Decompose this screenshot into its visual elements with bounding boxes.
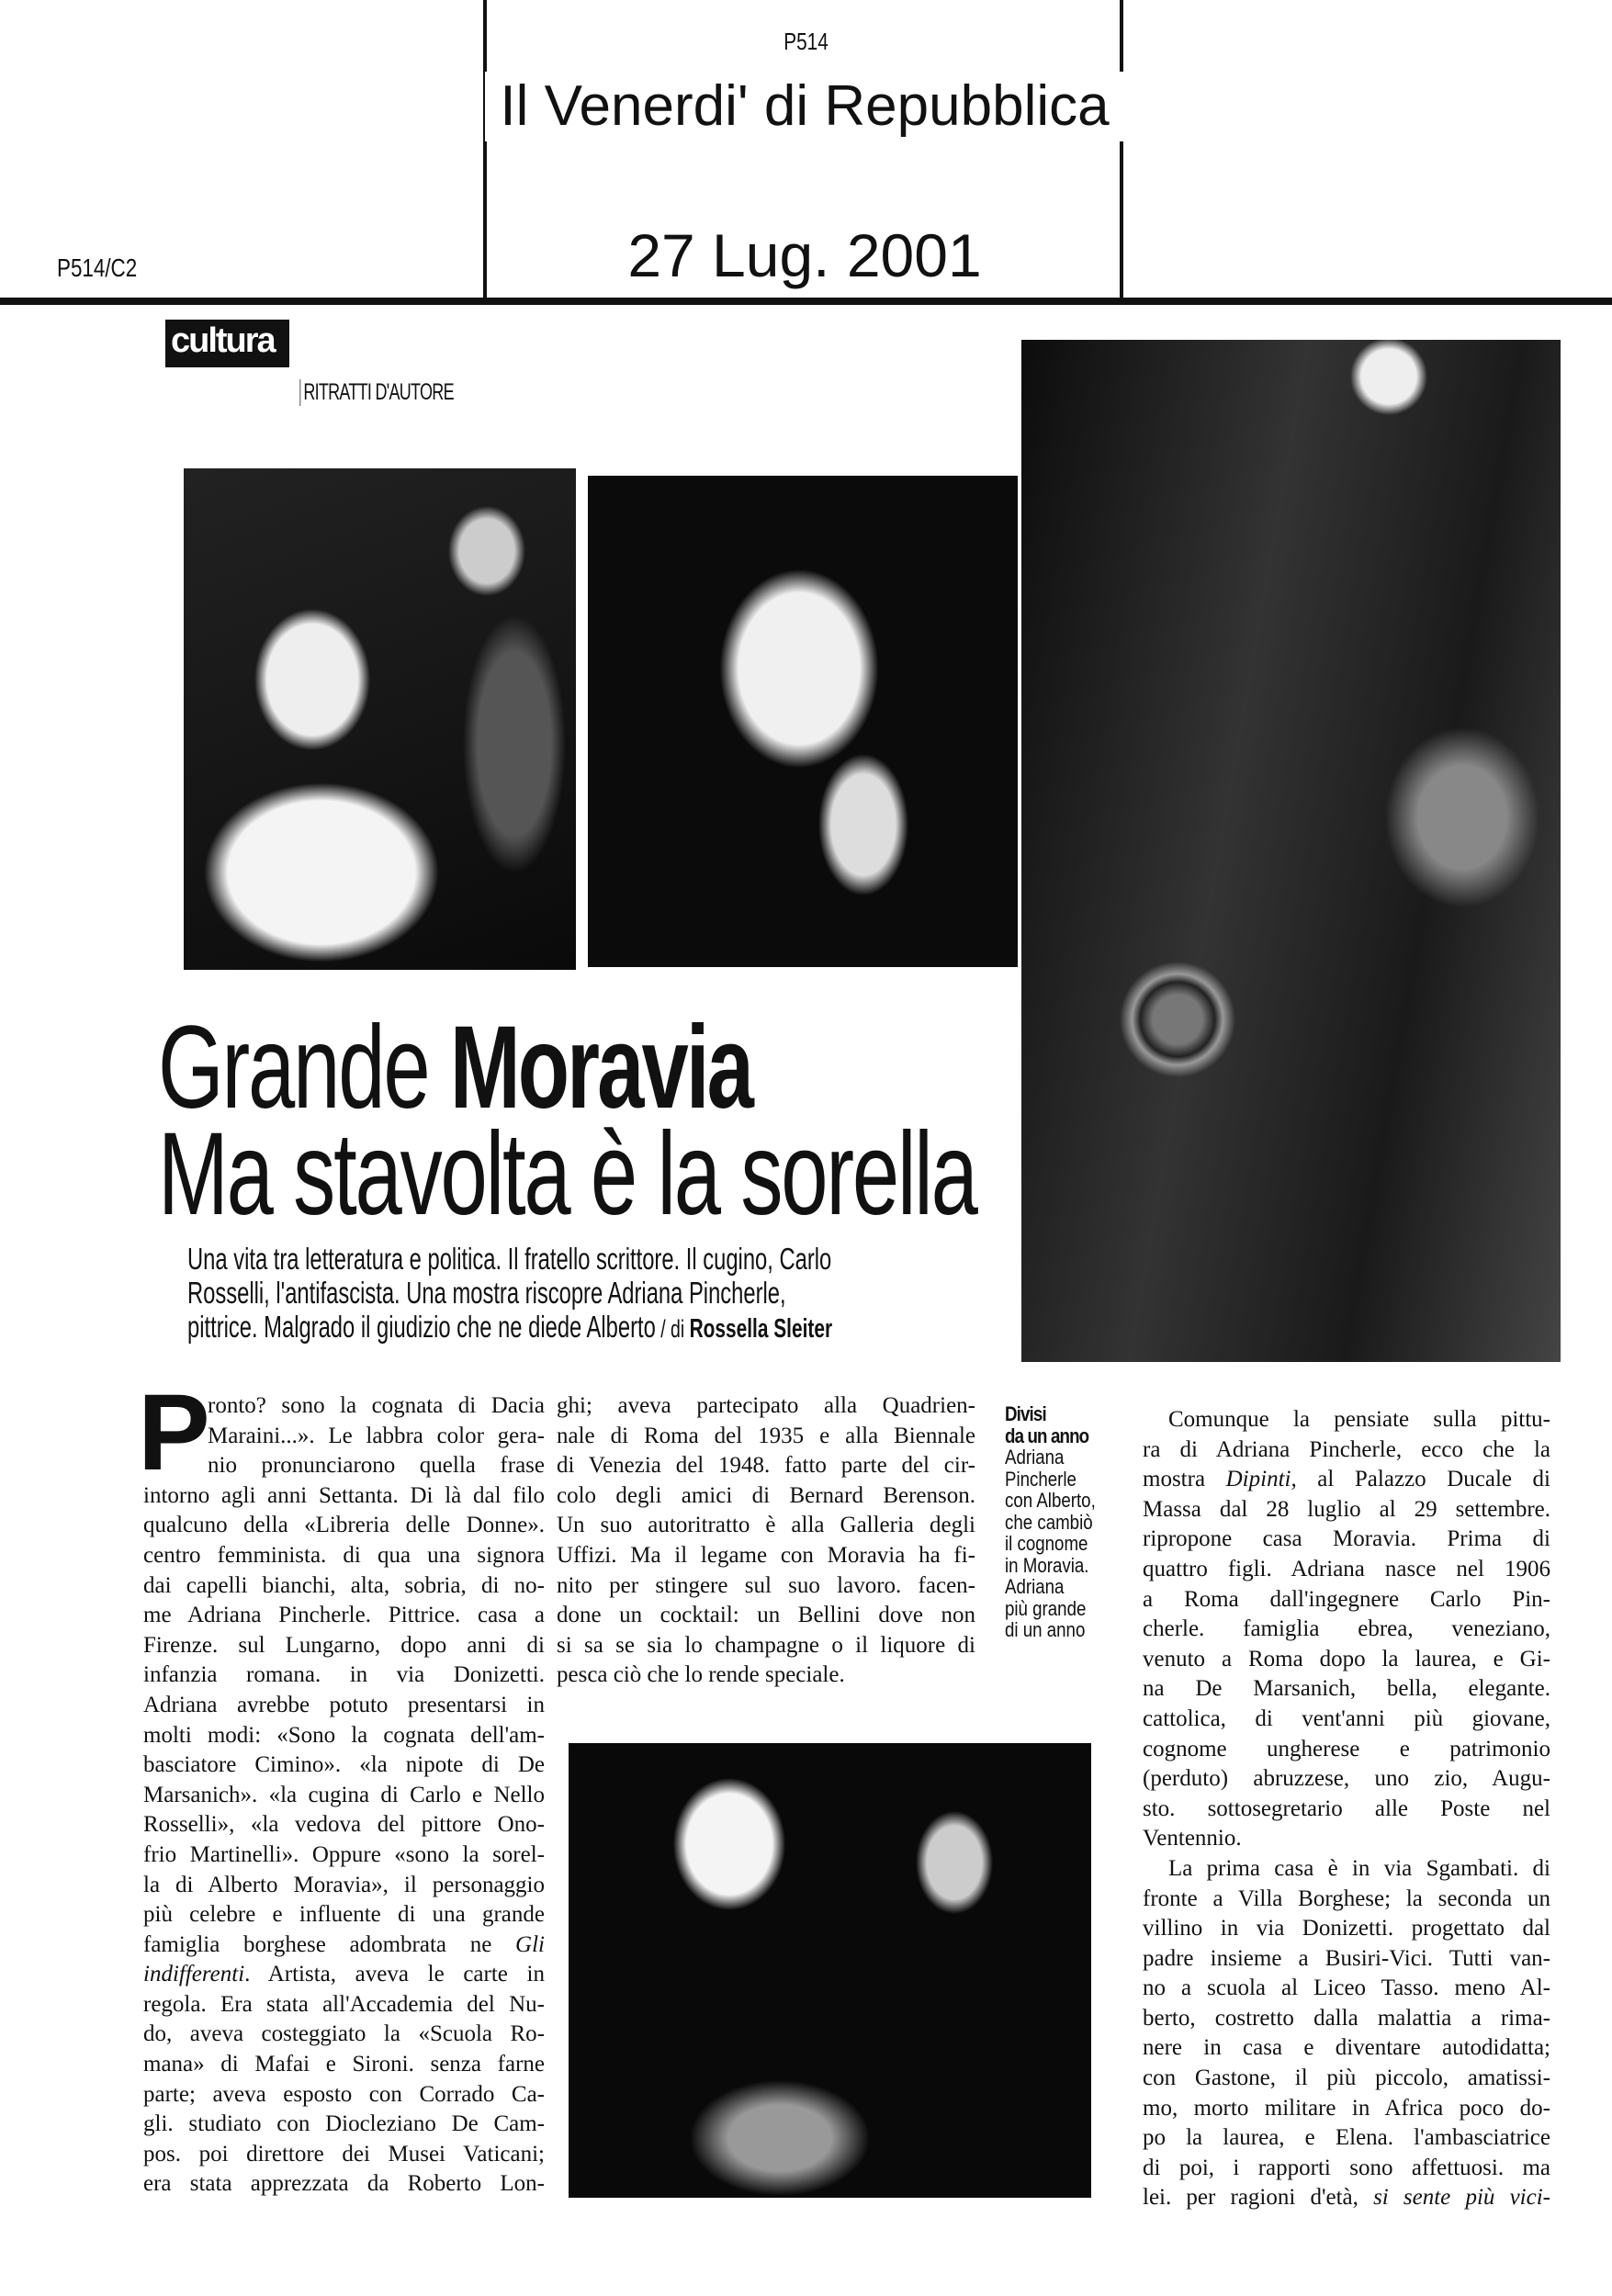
text-line: Marsanich». «la cugina di Carlo e Nello	[143, 1782, 545, 1807]
text-line: La prima casa è in via Sgambati. di	[1168, 1855, 1550, 1881]
text-line: fronte a Villa Borghese; la seconda un	[1143, 1885, 1550, 1911]
text-line	[143, 1930, 545, 1961]
text-line: (perduto) abruzzese, uno zio, Augu-	[1143, 1766, 1550, 1792]
text-line: dai capelli bianchi, alta, sobria, di no-	[143, 1572, 545, 1598]
text-line: venuto a Roma dopo la laurea, e Gi-	[1143, 1646, 1550, 1671]
text-line: na De Marsanich, bella, elegante.	[1143, 1676, 1550, 1702]
photo-adriana-portrait	[184, 468, 576, 970]
headline-bold: Moravia	[449, 1002, 752, 1133]
caption-line: in Moravia.	[1005, 1553, 1089, 1577]
text-line	[143, 1960, 545, 1990]
caption-line: più grande	[1005, 1596, 1087, 1620]
text-line: Adriana avrebbe potuto presentarsi in	[143, 1692, 545, 1717]
text-line: ronto? sono la cognata di Dacia	[208, 1393, 545, 1418]
text-line: done un cocktail: un Bellini dove non	[557, 1603, 975, 1628]
photo-alberto-moravia	[588, 476, 1018, 967]
text: famiglia borghese adombrata ne	[143, 1931, 516, 1957]
publication-title: Il Venerdi' di Repubblica	[485, 72, 1124, 141]
text-line: basciatore Cimino». «la nipote di De	[143, 1752, 545, 1778]
text-line: pesca ciò che lo rende speciale.	[557, 1662, 845, 1688]
italic-text: si sente più vici-	[1373, 2185, 1550, 2211]
text-line: pos. poi direttore dei Musei Vaticani;	[143, 2141, 545, 2167]
text-line: si sa se sia lo champagne o il liquore di	[557, 1632, 975, 1658]
caption-line: con Alberto,	[1005, 1489, 1096, 1512]
headline	[158, 1002, 976, 1240]
text-line	[1143, 1465, 1550, 1495]
text-line: ra di Adriana Pincherle, ecco che la	[1143, 1436, 1550, 1462]
caption-line: Pincherle	[1005, 1467, 1077, 1491]
section-rubric: RITRATTI D'AUTORE	[299, 379, 454, 406]
text-line: nito per stingere sul suo lavoro. facen-	[557, 1572, 975, 1598]
text: . Artista, aveva le carte in	[244, 1962, 545, 1987]
caption-title: da un anno	[1005, 1424, 1089, 1447]
text-line: padre insieme a Busiri-Vici. Tutti van-	[1143, 1945, 1550, 1971]
text-line: quattro figli. Adriana nasce nel 1906	[1143, 1556, 1550, 1581]
text-line: sto. sottosegretario alle Poste nel	[1143, 1795, 1550, 1821]
caption-line: il cognome	[1005, 1532, 1088, 1555]
text-line: qualcuno della «Libreria delle Donne».	[143, 1513, 545, 1538]
photo-caption	[1005, 1403, 1107, 1641]
text-line: mana» di Mafai e Sironi. senza farne	[143, 2052, 545, 2077]
text-line: mo, morto militare in Africa poco do-	[1143, 2095, 1550, 2121]
text-line: Massa dal 28 luglio al 29 settembre.	[1143, 1496, 1550, 1522]
text-line: Ventennio.	[1143, 1826, 1242, 1851]
text-line: di Venezia del 1948. fatto parte del cir-	[557, 1453, 975, 1479]
byline-prefix: / di	[655, 1315, 690, 1343]
text-line: Comunque la pensiate sulla pittu-	[1168, 1407, 1550, 1432]
text-line: Un suo autoritratto è alla Galleria degli	[557, 1513, 975, 1538]
text-line: nere in casa e diventare autodidatta;	[1143, 2035, 1550, 2061]
text: al Palazzo Ducale di	[1296, 1467, 1551, 1492]
text-line: molti modi: «Sono la cognata dell'am-	[143, 1722, 545, 1748]
clipping-code: P514/C2	[57, 253, 138, 282]
body-column-2	[557, 1391, 975, 1691]
text-line: ripropone casa Moravia. Prima di	[1143, 1526, 1550, 1552]
text-line: me Adriana Pincherle. Pittrice. casa a	[143, 1603, 545, 1628]
text-line: di poi, i rapporti sono affettuosi. ma	[1143, 2155, 1550, 2180]
caption-line: che cambiò	[1005, 1510, 1093, 1534]
italic-text: Dipinti,	[1225, 1467, 1297, 1492]
text-line: no a scuola al Liceo Tasso. meno Al-	[1143, 1975, 1550, 2001]
text-line: Firenze. sul Lungarno, dopo anni di	[143, 1632, 545, 1658]
text-line: intorno agli anni Settanta. Di là dal filo	[143, 1482, 545, 1508]
text-line: cognome ungherese e patrimonio	[1143, 1736, 1550, 1761]
archive-code: P514	[783, 28, 829, 55]
text-line: cattolica, di vent'anni più giovane,	[1143, 1705, 1550, 1731]
headline-light: Grande	[158, 1002, 429, 1133]
text-line: po la laurea, e Elena. l'ambasciatrice	[1143, 2125, 1550, 2151]
text-line: berto, costretto dalla malattia a rima-	[1143, 2005, 1550, 2031]
caption-line: di un anno	[1005, 1618, 1086, 1641]
text-line: a Roma dall'ingegnere Carlo Pin-	[1143, 1586, 1550, 1612]
text-line: era stata apprezzata da Roberto Lon-	[143, 2171, 545, 2197]
header-rule	[0, 298, 1612, 305]
text-line: gli. studiato con Diocleziano De Cam-	[143, 2111, 545, 2137]
caption-line: Adriana	[1005, 1575, 1065, 1598]
text-line: regola. Era stata all'Accademia del Nu-	[143, 1991, 545, 2017]
standfirst-line: Rosselli, l'antifascista. Una mostra riscopre Adriana Pincherle,	[187, 1276, 786, 1310]
standfirst-line: Una vita tra letteratura e politica. Il fratello scrittore. Il cugino, Carlo	[187, 1242, 832, 1276]
text-line: nale di Roma del 1935 e alla Biennale	[557, 1423, 975, 1448]
body-column-1	[143, 1391, 545, 2200]
text-line: Maraini...». Le labbra color gera-	[208, 1423, 545, 1448]
italic-text: Gli	[515, 1931, 545, 1957]
standfirst	[187, 1242, 902, 1346]
text-line: nio pronunciarono quella frase	[208, 1453, 545, 1479]
text-line: villino in via Donizetti. progettato dal	[1143, 1916, 1550, 1941]
headline-line2: Ma stavolta è la sorella	[158, 1109, 976, 1240]
text-line: la di Alberto Moravia», il personaggio	[143, 1872, 545, 1897]
standfirst-line: pittrice. Malgrado il giudizio che ne diede Alberto	[187, 1310, 656, 1344]
text-line: frio Martinelli». Oppure «sono la sorel-	[143, 1841, 545, 1867]
text-line: parte; aveva esposto con Corrado Ca-	[143, 2081, 545, 2107]
photo-painting	[1021, 340, 1561, 1362]
text: lei. per ragioni d'età,	[1143, 2185, 1374, 2211]
italic-text: indifferenti	[143, 1962, 245, 1987]
body-column-3	[1143, 1405, 1550, 2213]
author-name: Rossella Sleiter	[689, 1314, 833, 1344]
caption-line: Adriana	[1005, 1446, 1065, 1469]
text-line: più celebre e influente di una grande	[143, 1902, 545, 1928]
drop-cap: P	[138, 1372, 210, 1493]
section-label: cultura	[165, 320, 289, 367]
publication-date: 27 Lug. 2001	[627, 221, 982, 289]
text-line: con Gastone, il più piccolo, amatissi-	[1143, 2065, 1550, 2091]
photo-adriana-and-alberto	[569, 1743, 1091, 2198]
text-line: centro femminista. di qua una signora	[143, 1542, 545, 1568]
text-line	[1143, 2183, 1550, 2213]
text-line: do, aveva costeggiato la «Scuola Ro-	[143, 2021, 545, 2047]
text-line: ghi; aveva partecipato alla Quadrien-	[557, 1393, 975, 1418]
text-line: colo degli amici di Bernard Berenson.	[557, 1482, 975, 1508]
text: mostra	[1143, 1467, 1226, 1492]
text-line: infanzia romana. in via Donizetti.	[143, 1662, 545, 1688]
text-line: Uffizi. Ma il legame con Moravia ha fi-	[557, 1542, 975, 1568]
text-line: Rosselli», «la vedova del pittore Ono-	[143, 1812, 545, 1838]
text-line: cherle. famiglia ebrea, veneziano,	[1143, 1616, 1550, 1642]
caption-title: Divisi	[1005, 1402, 1046, 1425]
